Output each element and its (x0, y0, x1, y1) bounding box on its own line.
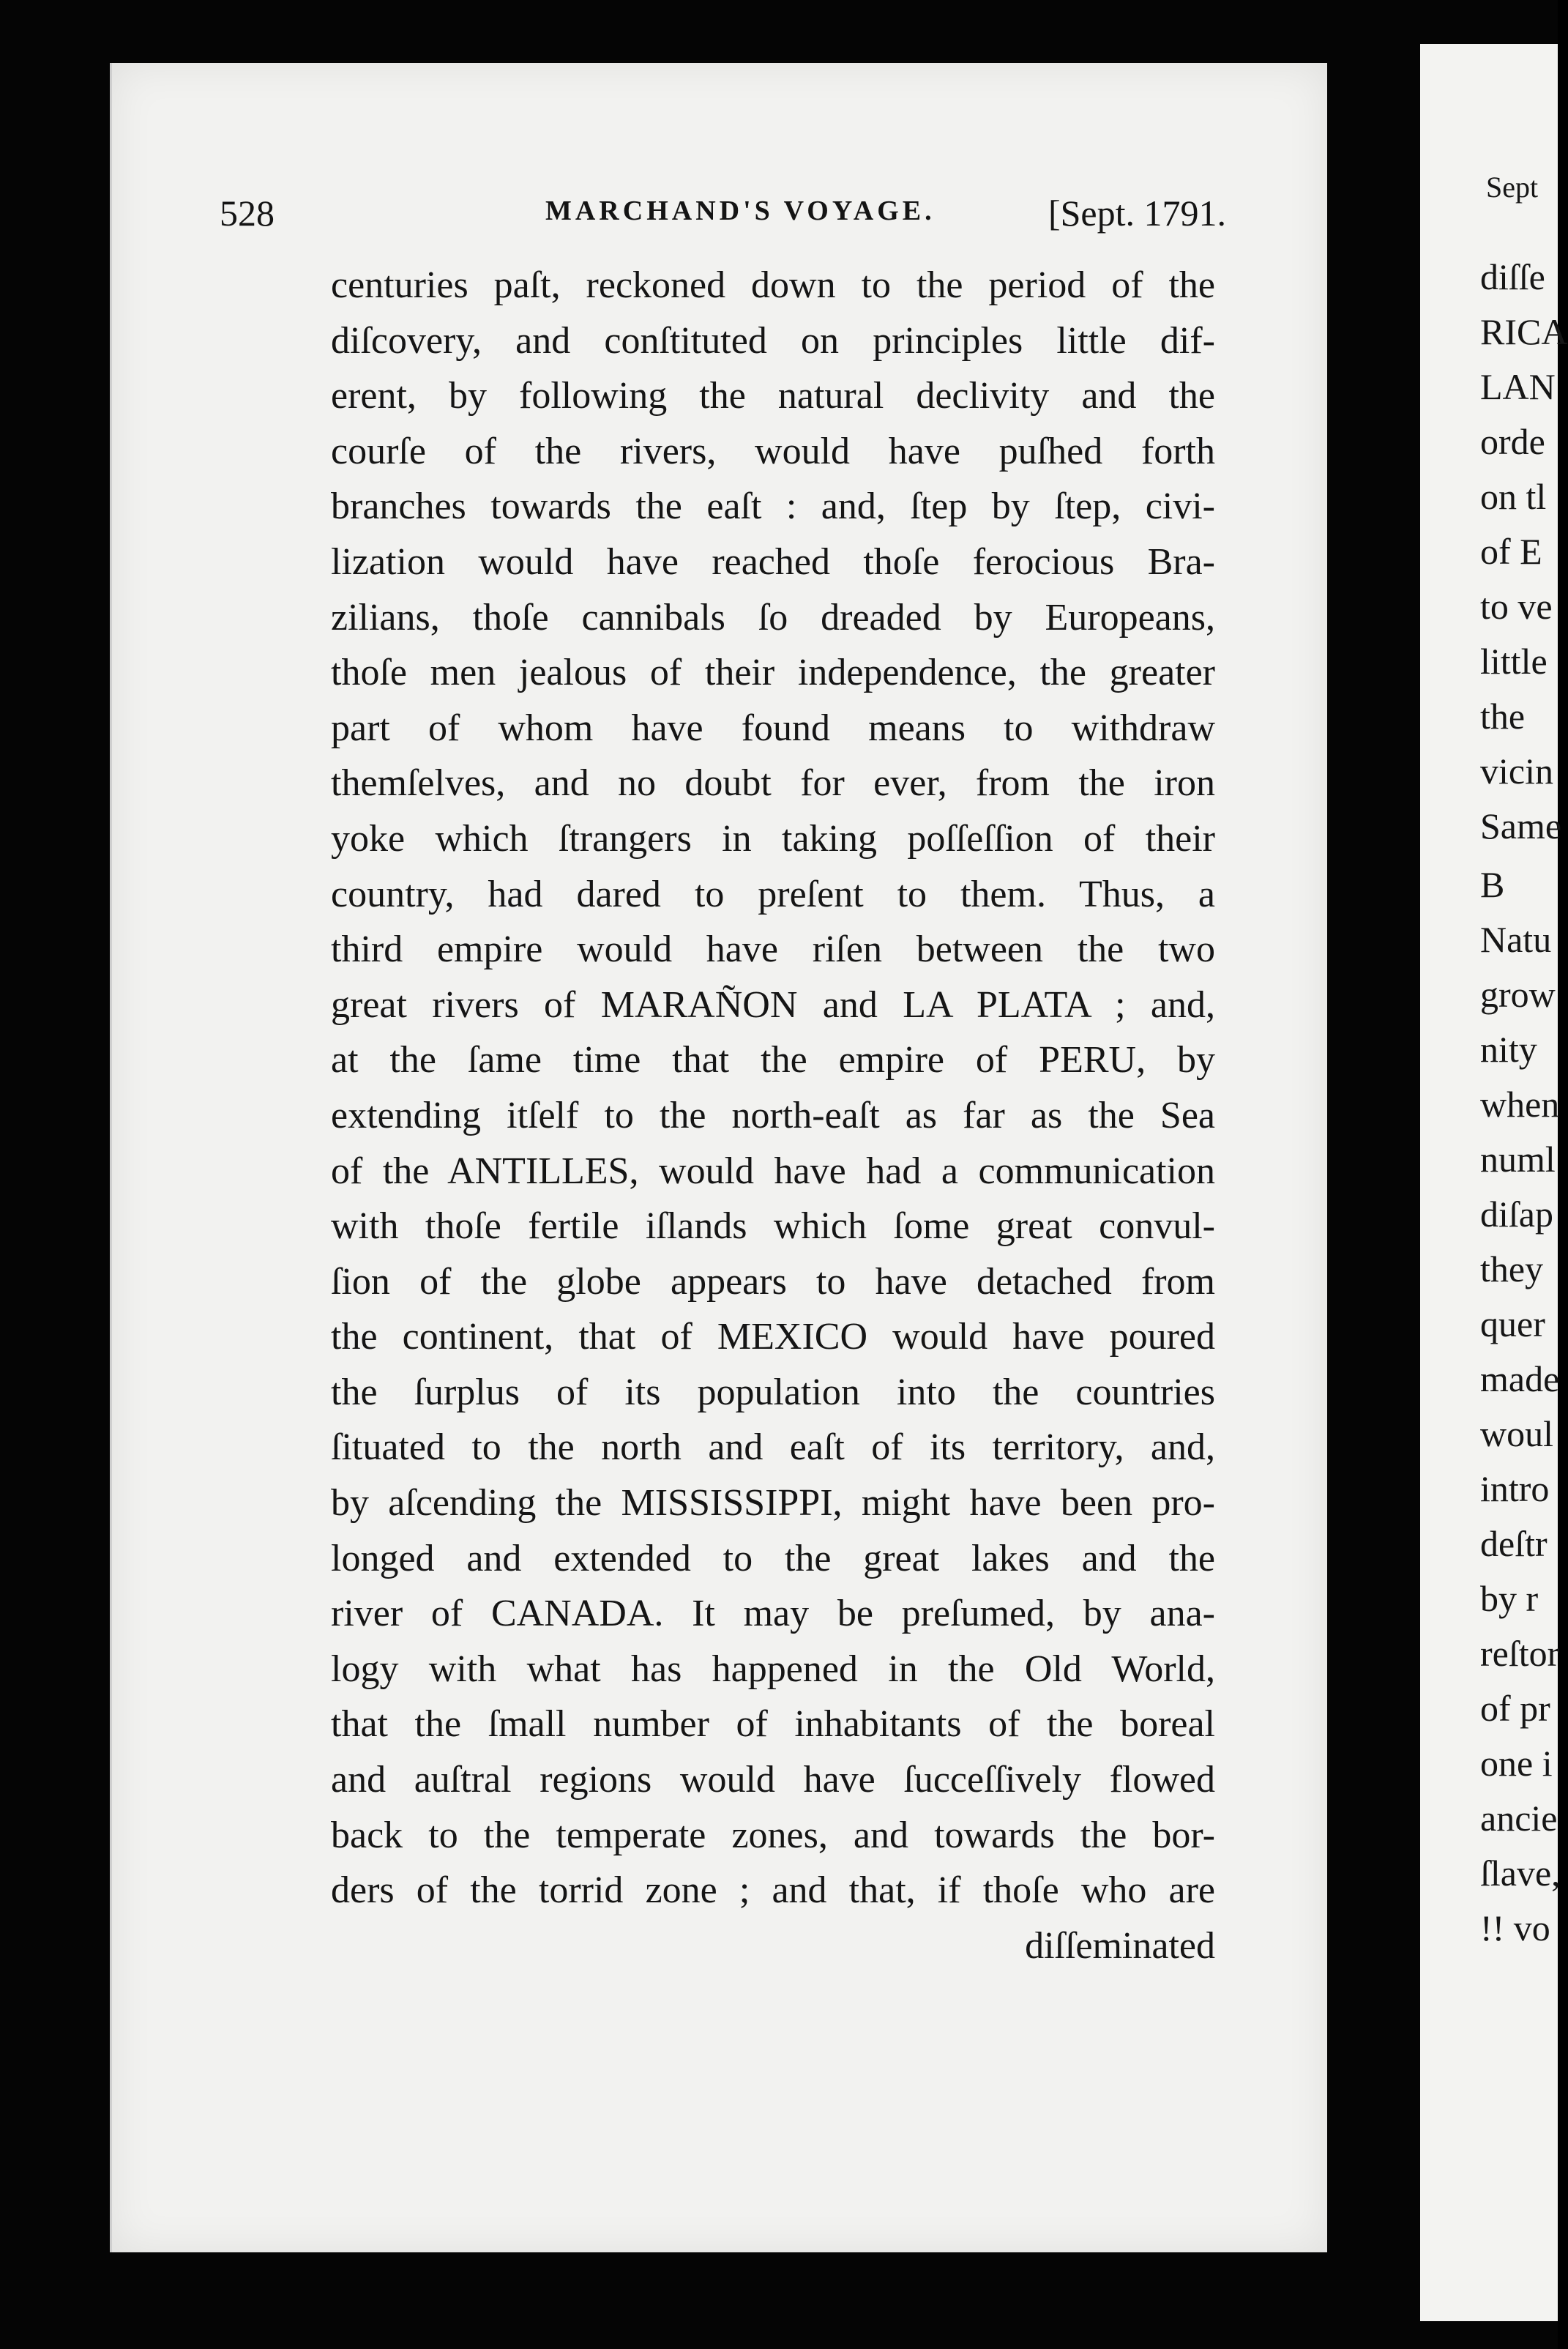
facing-line: when (1480, 1084, 1560, 1125)
text-line: centuries paſt, reckoned down to the period of the (331, 264, 1215, 306)
facing-line: Same (1480, 805, 1562, 846)
text-line: longed and extended to the great lakes and the (331, 1537, 1215, 1579)
facing-line: orde (1480, 421, 1545, 462)
facing-line: reſtor (1480, 1633, 1560, 1674)
running-date: [Sept. 1791. (1048, 193, 1226, 234)
text-line: third empire would have riſen between the two (331, 928, 1215, 971)
running-title: MARCHAND'S VOYAGE. (545, 196, 936, 226)
text-line: lization would have reached thoſe ferocious Bra- (331, 540, 1215, 583)
facing-line: nity (1480, 1029, 1537, 1070)
text-line: courſe of the rivers, would have puſhed forth (331, 430, 1215, 472)
facing-line: grow (1480, 974, 1556, 1015)
text-line: that the ſmall number of inhabitants of the boreal (331, 1703, 1215, 1746)
facing-line: intro (1480, 1468, 1550, 1509)
text-line: ſituated to the north and eaſt of its territory, and, (331, 1426, 1215, 1469)
text-line: part of whom have found means to withdraw (331, 707, 1215, 749)
text-line: country, had dared to preſent to them. Thus, a (331, 873, 1215, 915)
text-line: thoſe men jealous of their independence, the greater (331, 652, 1215, 694)
facing-line: of pr (1480, 1688, 1550, 1729)
text-line: extending itſelf to the north-eaſt as far as the Sea (331, 1094, 1215, 1136)
facing-line: to ve (1480, 586, 1553, 627)
facing-line: quer (1480, 1303, 1545, 1344)
facing-line: vicin (1480, 751, 1553, 792)
facing-line: ſlave, (1480, 1853, 1561, 1894)
text-line: river of CANADA. It may be preſumed, by ana- (331, 1593, 1215, 1635)
text-line: erent, by following the natural declivity and the (331, 375, 1215, 417)
facing-line: LAN (1480, 366, 1556, 407)
facing-line: woul (1480, 1413, 1553, 1454)
page-number: 528 (220, 193, 275, 234)
facing-line: diſſe (1480, 256, 1545, 297)
facing-line: RICA (1480, 311, 1568, 352)
facing-line: !! vo (1480, 1907, 1550, 1948)
catchword: diſſeminated (1025, 1924, 1215, 1967)
facing-line: little (1480, 641, 1548, 682)
facing-line: numl (1480, 1139, 1556, 1180)
text-line: by aſcending the MISSISSIPPI, might have been pro- (331, 1482, 1215, 1525)
facing-line: diſap (1480, 1194, 1553, 1235)
facing-line: Natu (1480, 919, 1552, 960)
text-line: branches towards the eaſt : and, ſtep by ſtep, civi- (331, 485, 1215, 528)
text-line: themſelves, and no doubt for ever, from the iron (331, 762, 1215, 805)
running-head (220, 192, 1226, 243)
text-line: ſion of the globe appears to have detached from (331, 1260, 1215, 1303)
text-line: great rivers of MARAÑON and LA PLATA ; and, (331, 983, 1215, 1026)
text-line: yoke which ſtrangers in taking poſſeſſion of their (331, 817, 1215, 860)
text-line: diſcovery, and conſtituted on principles little dif- (331, 319, 1215, 362)
text-line: the continent, that of MEXICO would have poured (331, 1316, 1215, 1358)
text-line: and auſtral regions would have ſucceſſively flowed (331, 1759, 1215, 1801)
facing-line: by r (1480, 1578, 1539, 1619)
facing-line: of E (1480, 531, 1542, 572)
facing-line: they (1480, 1248, 1544, 1289)
facing-line: made (1480, 1358, 1560, 1399)
text-line: logy with what has happened in the Old World, (331, 1648, 1215, 1690)
facing-line: the (1480, 696, 1526, 737)
text-line: zilians, thoſe cannibals ſo dreaded by Europeans, (331, 596, 1215, 639)
facing-line: B (1480, 864, 1505, 905)
facing-line: ancie (1480, 1798, 1558, 1839)
text-line: back to the temperate zones, and towards the bor- (331, 1814, 1215, 1856)
body-text (331, 258, 1215, 1973)
facing-line: deſtr (1480, 1523, 1548, 1564)
text-line: with thoſe fertile iſlands which ſome great convul- (331, 1205, 1215, 1248)
text-line: of the ANTILLES, would have had a communication (331, 1150, 1215, 1192)
facing-page-header: Sept (1486, 171, 1539, 204)
text-line: the ſurplus of its population into the countries (331, 1371, 1215, 1413)
facing-line: one i (1480, 1743, 1553, 1784)
facing-line: on tl (1480, 476, 1547, 517)
text-line: at the ſame time that the empire of PERU, by (331, 1039, 1215, 1082)
text-line: ders of the torrid zone ; and that, if thoſe who are (331, 1869, 1215, 1912)
